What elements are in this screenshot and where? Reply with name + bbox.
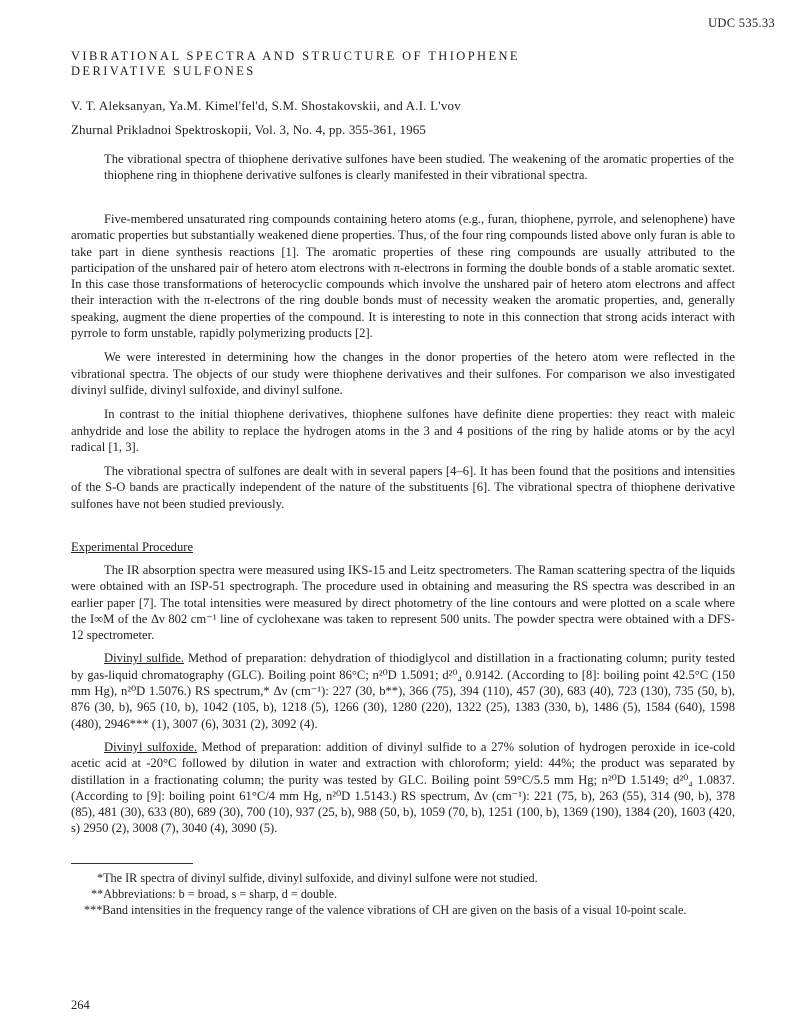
citation: Zhurnal Prikladnoi Spektroskopii, Vol. 3, No. 4, pp. 355-361, 1965	[71, 122, 426, 137]
abstract: The vibrational spectra of thiophene derivative sulfones have been studied. The weakening of the aromatic properties of the thiophene ring in thiophene derivative sulfones is clearly manifested in their vibrational spectra.	[104, 152, 734, 183]
footnote-1: *The IR spectra of divinyl sulfide, divinyl sulfoxide, and divinyl sulfone were not studied.	[97, 871, 538, 885]
intro-paragraph-2: We were interested in determining how the changes in the donor properties of the hetero atom were reflected in the vibrational spectra. The objects of our study were thiophene derivatives and their sulfones. For comparison we also investigated divinyl sulfide, divinyl sulfoxide, and divinyl sulfone.	[71, 350, 735, 397]
footnote-3: ***Band intensities in the frequency range of the valence vibrations of CH are given on the basis of a visual 10-point scale.	[84, 903, 687, 917]
intro-paragraph-3: In contrast to the initial thiophene derivatives, thiophene sulfones have definite diene properties: they react with maleic anhydride and lose the ability to replace the hydrogen atoms in the 3 and 4 positions of the ring by halide atoms or by the acyl radical [1, 3].	[71, 407, 735, 454]
footnote-rule	[71, 863, 193, 864]
page-number: 264	[71, 998, 90, 1012]
paper-title	[71, 49, 671, 79]
divinyl-sulfoxide-paragraph	[71, 739, 735, 837]
intro-paragraph-1: Five-membered unsaturated ring compounds containing hetero atoms (e.g., furan, thiophene, pyrrole, and selenophene) have aromatic properties but substantially weakened diene properties. Thus, of the four ring compounds listed above only furan is able to take part in diene synthesis reactions [1]. The aromatic properties of these ring compounds are usually attributed to the participation of the unshared pair of hetero atom electrons with π-electrons in forming the double bonds of a stable aromatic sextet. In this case those transformations of heterocyclic compounds which involve the unshared pair of hetero atom electrons and affect their interaction with the π-electrons of the ring double bonds must of necessity weaken the aromatic properties, and, generally speaking, augment the diene properties of the compound. It is interesting to note in this connection that strong acids interact with pyrrole to form unstable, rapidly polymerizing products [2].	[71, 212, 735, 341]
title-line-2: DERIVATIVE SULFONES	[71, 64, 256, 78]
divinyl-sulfoxide-label: Divinyl sulfoxide.	[104, 739, 198, 754]
footnote-2: **Abbreviations: b = broad, s = sharp, d = double.	[91, 887, 338, 901]
introduction	[71, 211, 735, 512]
divinyl-sulfide-text: Method of preparation: dehydration of thiodiglycol and distillation in a fractionating column; purity tested by gas-liquid chromatography (GLC). Boiling point 86°C; n²⁰D 1.5091; d²⁰₄ 0.9142. (According to [8]: boiling point 42.5°C (150 mm Hg), n²⁰D 1.5076.) RS spectrum,* Δν (cm⁻¹): 227 (30, b**), 366 (75), 394 (110), 457 (30), 683 (40), 723 (130), 735 (50, b), 876 (30, b), 965 (10, b), 1042 (105, b), 1218 (5), 1266 (30), 1280 (220), 1322 (25), 1383 (330, b), 1486 (5), 1584 (640), 1598 (480), 2946*** (1), 3007 (6), 3031 (2), 3092 (4).	[71, 651, 735, 731]
divinyl-sulfoxide-text: Method of preparation: addition of divinyl sulfide to a 27% solution of hydrogen peroxide in ice-cold acetic acid at -20°C followed by dilution in water and extraction with chloroform; yield: 44%; the product was separated by distillation in a fractionating column; the purity was tested by GLC. Boiling point 59°C/5.5 mm Hg; n²⁰D 1.5149; d²⁰₄ 1.0837. (According to [9]: boiling point 61°C/4 mm Hg, n²⁰D 1.5143.) RS spectrum, Δν (cm⁻¹): 221 (75, b), 263 (55), 314 (90, b), 378 (85), 481 (30), 633 (80), 689 (30), 700 (10), 937 (25, b), 988 (50, b), 1059 (70, b), 1251 (100, b), 1369 (190), 1384 (20), 1603 (420, s) 2950 (2), 3008 (7), 3040 (4), 3090 (5).	[71, 739, 735, 836]
procedure-paragraph: The IR absorption spectra were measured using IKS-15 and Leitz spectrometers. The Raman scattering spectra of the liquids were obtained with an ISP-51 spectrograph. The procedure used in obtaining and measuring the RS spectra was described in an earlier paper [7]. The total intensities were measured by direct photometry of the line contours and were plotted on a scale where the I∞M of the Δν 802 cm⁻¹ line of cyclohexane was taken to represent 500 units. The powder spectra were obtained with a DFS-12 spectrometer.	[71, 563, 735, 643]
udc-code: UDC 535.33	[708, 16, 775, 30]
divinyl-sulfide-label: Divinyl sulfide.	[104, 651, 184, 666]
intro-paragraph-4: The vibrational spectra of sulfones are dealt with in several papers [4–6]. It has been found that the positions and intensities of the S-O bands are practically independent of the nature of the substituents [6]. The vibrational spectra of thiophene derivative sulfones have not been studied previously.	[71, 464, 735, 511]
footnotes	[71, 870, 735, 918]
section-heading: Experimental Procedure	[71, 540, 194, 554]
title-line-1: VIBRATIONAL SPECTRA AND STRUCTURE OF THIOPHENE	[71, 49, 520, 63]
divinyl-sulfide-paragraph	[71, 650, 735, 731]
authors: V. T. Aleksanyan, Ya.M. Kimel'fel'd, S.M. Shostakovskii, and A.I. L'vov	[71, 98, 461, 113]
experimental-section	[71, 562, 735, 837]
